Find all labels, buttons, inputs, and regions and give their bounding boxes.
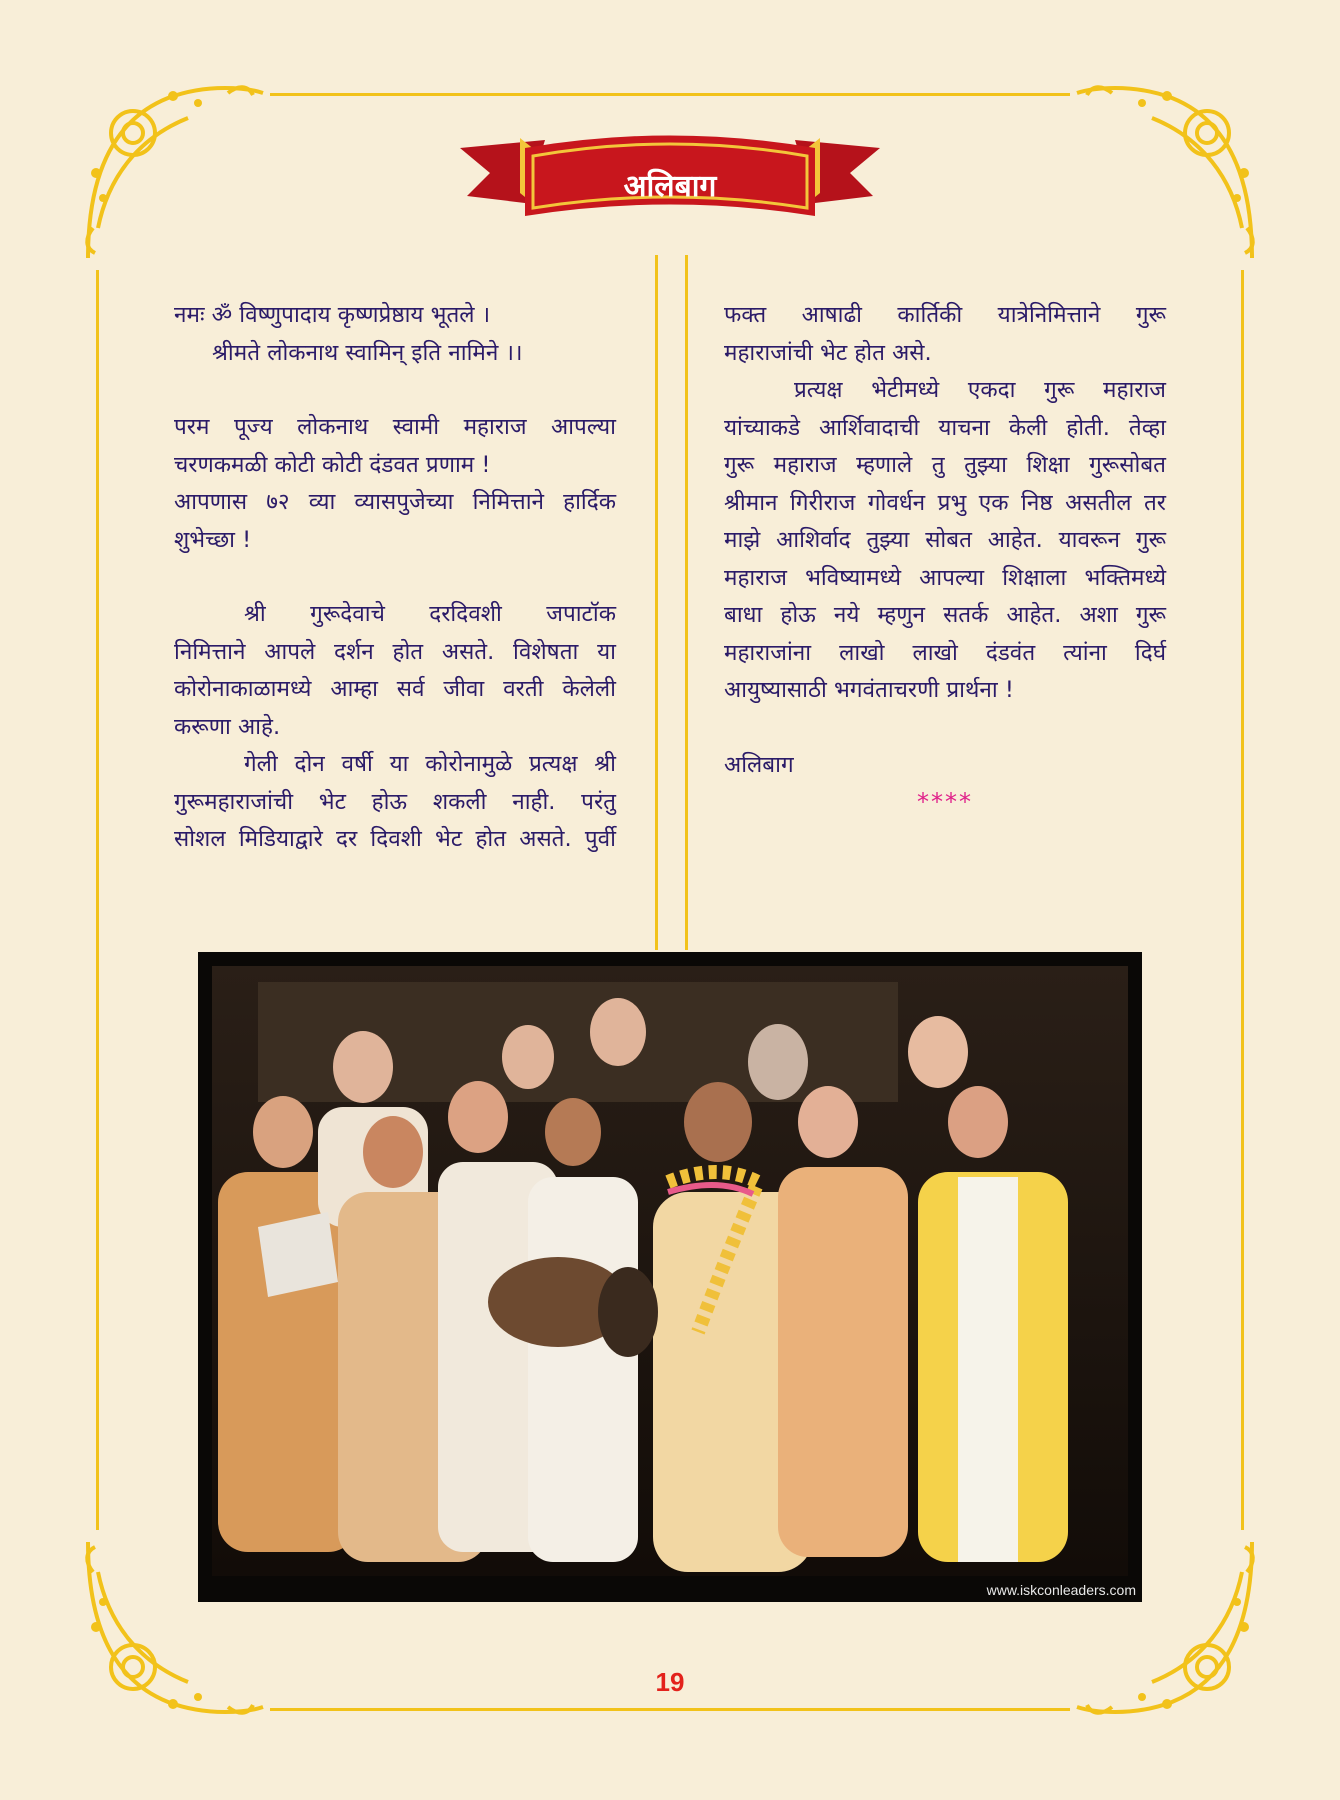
decorative-stars: ****: [917, 788, 973, 816]
paragraph-line: महाराजांना लाखो लाखो दंडवंत त्यांना दिर्घ: [724, 639, 1166, 666]
paragraph-line: यांच्याकडे आर्शिवादाची याचना केली होती. तेव्हा: [724, 414, 1166, 441]
photo-watermark: www.iskconleaders.com: [986, 1582, 1136, 1598]
paragraph-line: महाराजांची भेट होत असे.: [724, 339, 932, 366]
left-column: [174, 297, 616, 859]
paragraph-line: शुभेच्छा !: [174, 526, 252, 553]
spacer: [174, 559, 616, 596]
column-divider-right: [685, 255, 688, 950]
paragraph-line: परम पूज्य लोकनाथ स्वामी महाराज आपल्या: [174, 414, 616, 440]
paragraph-line: आपणास ७२ व्या व्यासपुजेच्या निमित्ताने हार्दिक: [174, 489, 616, 515]
paragraph-line: गुरूमहाराजांची भेट होऊ शकली नाही. परंतु: [174, 788, 616, 815]
paragraph-line: चरणकमळी कोटी कोटी दंडवत प्रणाम !: [174, 451, 491, 478]
paragraph-line: श्री गुरूदेवाचे दरदिवशी जपाटॉक: [244, 601, 616, 627]
paragraph-line: श्रीमान गिरीराज गोवर्धन प्रभु एक निष्ठ असतील तर: [724, 489, 1166, 516]
frame-bottom-line: [270, 1708, 1070, 1711]
paragraph-line: फक्त आषाढी कार्तिकी यात्रेनिमित्ताने गुरू: [724, 302, 1166, 328]
paragraph-line: महाराज भविष्यामध्ये आपल्या शिक्षाला भक्तिमध्ये: [724, 564, 1166, 591]
paragraph-line: कोरोनाकाळामध्ये आम्हा सर्व जीवा वरती केलेली: [174, 676, 616, 702]
paragraph-line: प्रत्यक्ष भेटीमध्ये एकदा गुरू महाराज: [794, 377, 1166, 403]
spacer: [724, 710, 1166, 747]
paragraph-line: माझे आशिर्वाद तुझ्या सोबत आहेत. यावरून गुरू: [724, 527, 1166, 553]
verse-line-2: श्रीमते लोकनाथ स्वामिन् इति नामिने ।।: [212, 339, 523, 366]
spacer: [174, 372, 616, 409]
paragraph-line: सोशल मिडियाद्वारे दर दिवशी भेट होत असते. पुर्वी: [174, 826, 616, 852]
corner-ornament-top-right: [1072, 78, 1262, 268]
page-number: 19: [655, 1667, 685, 1697]
paragraph-line: आयुष्यासाठी भगवंताचरणी प्रार्थना !: [724, 677, 1014, 703]
paragraph-line: बाधा होऊ नये म्हणुन सतर्क आहेत. अशा गुरू: [724, 602, 1166, 628]
frame-right-line: [1241, 270, 1244, 1530]
paragraph-line: गुरू महाराज म्हणाले तु तुझ्या शिक्षा गुरूसोबत: [724, 452, 1166, 478]
verse-line-1: नमः ॐ विष्णुपादाय कृष्णप्रेष्ठाय भूतले ।: [174, 302, 491, 328]
frame-top-line: [270, 93, 1070, 96]
paragraph-line: गेली दोन वर्षी या कोरोनामुळे प्रत्यक्ष श्री: [244, 751, 616, 777]
photo-illustration: [198, 952, 1142, 1602]
signature: अलिबाग: [724, 751, 794, 778]
right-column: [724, 297, 1166, 822]
frame-left-line: [96, 270, 99, 1530]
paragraph-line: निमित्ताने आपले दर्शन होत असते. विशेषता या: [174, 638, 616, 665]
group-photo: [198, 952, 1142, 1602]
paragraph-line: करूणा आहे.: [174, 713, 281, 740]
corner-ornament-top-left: [78, 78, 268, 268]
page-title: अलिबाग: [623, 169, 717, 204]
column-divider-left: [655, 255, 658, 950]
